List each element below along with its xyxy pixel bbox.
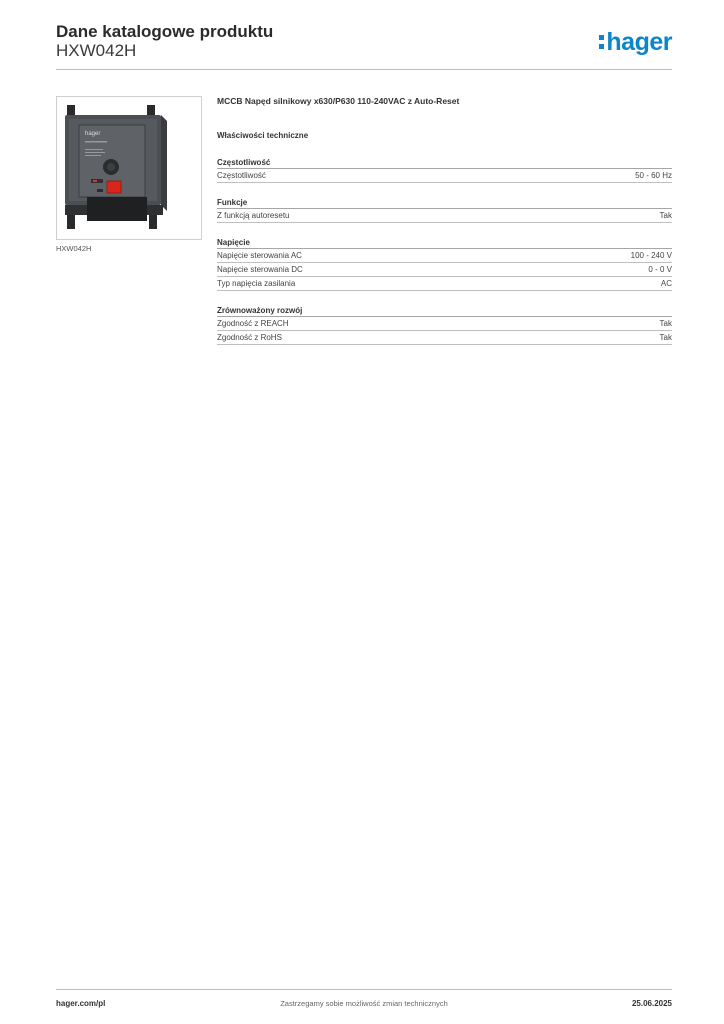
spec-label: Napięcie sterowania DC bbox=[217, 265, 303, 274]
spec-value: 0 - 0 V bbox=[648, 265, 672, 274]
page-title: Dane katalogowe produktu bbox=[56, 22, 274, 41]
spec-group-title: Funkcje bbox=[217, 197, 672, 209]
spec-value: 50 - 60 Hz bbox=[635, 171, 672, 180]
spec-value: 100 - 240 V bbox=[630, 251, 672, 260]
spec-row bbox=[217, 249, 672, 263]
spec-row bbox=[217, 277, 672, 291]
hager-logo[interactable] bbox=[599, 28, 672, 56]
image-caption: HXW042H bbox=[56, 244, 92, 253]
spec-label: Z funkcją autoresetu bbox=[217, 211, 290, 220]
spec-label: Częstotliwość bbox=[217, 171, 266, 180]
spec-label: Zgodność z RoHS bbox=[217, 333, 282, 342]
logo-colon-icon bbox=[599, 33, 604, 51]
page-footer bbox=[56, 989, 672, 1011]
technical-properties-heading: Właściwości techniczne bbox=[217, 131, 309, 140]
spec-row bbox=[217, 331, 672, 345]
footer-date: 25.06.2025 bbox=[631, 999, 672, 1008]
logo-text: hager bbox=[606, 27, 672, 56]
spec-value: Tak bbox=[659, 333, 672, 342]
product-image bbox=[56, 96, 202, 240]
faceplate-logo: hager bbox=[85, 131, 101, 137]
spec-label: Napięcie sterowania AC bbox=[217, 251, 302, 260]
footer-website-link[interactable]: hager.com/pl bbox=[56, 999, 106, 1008]
motor-drive-illustration bbox=[57, 97, 202, 240]
spec-row bbox=[217, 263, 672, 277]
spec-label: Zgodność z REACH bbox=[217, 319, 289, 328]
spec-value: Tak bbox=[659, 211, 672, 220]
spec-group-title: Zrównoważony rozwój bbox=[217, 305, 672, 317]
spec-group-title: Napięcie bbox=[217, 237, 672, 249]
spec-value: AC bbox=[660, 279, 672, 288]
footer-disclaimer: Zastrzegamy sobie możliwość zmian technicznych bbox=[280, 999, 448, 1008]
spec-row bbox=[217, 169, 672, 183]
page-header bbox=[56, 22, 672, 70]
product-heading: MCCB Napęd silnikowy x630/P630 110-240VAC z Auto-Reset bbox=[217, 96, 460, 106]
product-code: HXW042H bbox=[56, 41, 137, 60]
spec-label: Typ napięcia zasilania bbox=[217, 279, 296, 288]
spec-row bbox=[217, 209, 672, 223]
spec-value: Tak bbox=[659, 319, 672, 328]
spec-table bbox=[217, 157, 672, 345]
spec-row bbox=[217, 317, 672, 331]
spec-group-title: Częstotliwość bbox=[217, 157, 672, 169]
